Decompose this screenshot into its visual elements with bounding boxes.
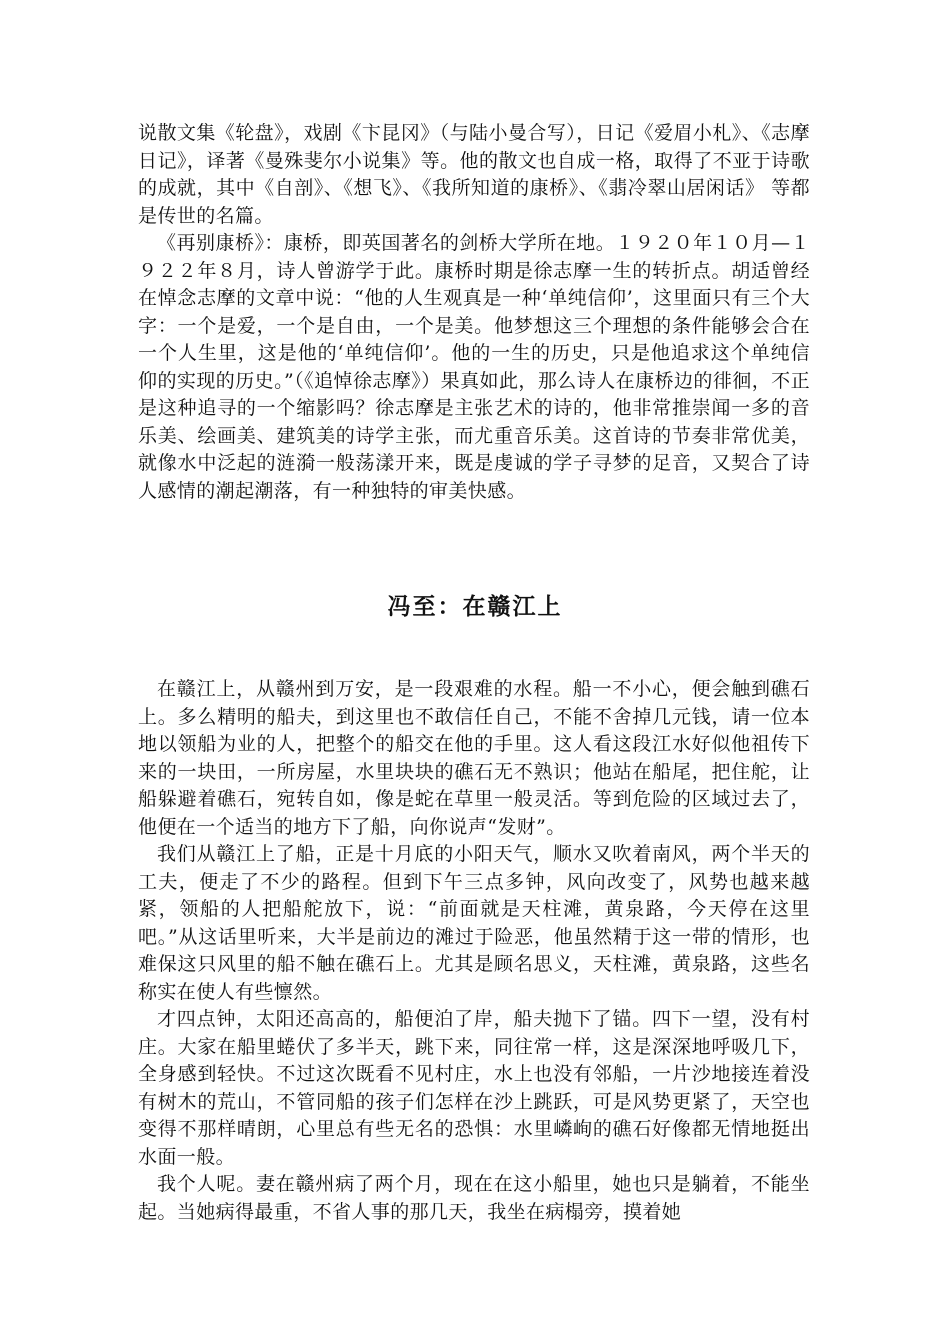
paragraph: 说散文集《轮盘》，戏剧《卞昆冈》（与陆小曼合写），日记《爱眉小札》、《志摩日记》，译著《曼殊斐尔小说集》等。他的散文也自成一格，取得了不亚于诗歌的成就，其中《自剖》、《想飞》、《我所知道的康桥》、《翡冷翠山居闲话》 等都是传世的名篇。 bbox=[138, 122, 810, 227]
paragraph: 《再别康桥》：康桥，即英国著名的剑桥大学所在地。１９２０年１０月—１９２２年８月，诗人曾游学于此。康桥时期是徐志摩一生的转折点。胡适曾经在悼念志摩的文章中说：“他的人生观真是一种‘单纯信仰’，这里面只有三个大字：一个是爱，一个是自由，一个是美。他梦想这三个理想的条件能够会合在一个人生里，这是他的‘单纯信仰’。他的一生的历史，只是他追求这个单纯信仰的实现的历史。”（《追悼徐志摩》）果真如此，那么诗人在康桥边的徘徊，不正是这种追寻的一个缩影吗？徐志摩是主张艺术的诗的，他非常推崇闻一多的音乐美、绘画美、建筑美的诗学主张，而尤重音乐美。这首诗的节奏非常优美，就像水中泛起的涟漪一般荡漾开来，既是虔诚的学子寻梦的足音，又契合了诗人感情的潮起潮落，有一种独特的审美快感。 bbox=[138, 232, 810, 502]
paragraph: 才四点钟，太阳还高高的，船便泊了岸，船夫抛下了锚。四下一望，没有村庄。大家在船里蜷伏了多半天，跳下来，同往常一样，这是深深地呼吸几下，全身感到轻快。不过这次既看不见村庄，水上也没有邻船，一片沙地接连着没有树木的荒山，不管同船的孩子们怎样在沙上跳跃，可是风势更紧了，天空也变得不那样晴朗，心里总有些无名的恐惧：水里嶙峋的礁石好像都无情地挺出水面一般。 bbox=[138, 1008, 810, 1168]
article-title: 冯至：在赣江上 bbox=[387, 593, 563, 620]
article-body bbox=[138, 676, 810, 1226]
section-continued-text bbox=[138, 120, 810, 505]
paragraph: 在赣江上，从赣州到万安，是一段艰难的水程。船一不小心，便会触到礁石上。多么精明的船夫，到这里也不敢信任自己，不能不舍掉几元钱，请一位本地以领船为业的人，把整个的船交在他的手里。这人看这段江水好似他祖传下来的一块田，一所房屋，水里块块的礁石无不熟识；他站在船尾，把住舵，让船躲避着礁石，宛转自如，像是蛇在草里一般灵活。等到危险的区域过去了，他便在一个适当的地方下了船，向你说声“发财”。 bbox=[138, 678, 810, 838]
paragraph: 我们从赣江上了船，正是十月底的小阳天气，顺水又吹着南风，两个半天的工夫，便走了不少的路程。但到下午三点多钟，风向改变了，风势也越来越紧，领船的人把船舵放下，说：“前面就是天柱滩，黄泉路，今天停在这里吧。”从这话里听来，大半是前边的滩过于险恶，他虽然精于这一带的情形，也难保这只风里的船不触在礁石上。尤其是顾名思义，天柱滩，黄泉路，这些名称实在使人有些懔然。 bbox=[138, 843, 810, 1003]
paragraph: 我个人呢。妻在赣州病了两个月，现在在这小船里，她也只是躺着，不能坐起。当她病得最重，不省人事的那几天，我坐在病榻旁，摸着她 bbox=[138, 1173, 810, 1223]
